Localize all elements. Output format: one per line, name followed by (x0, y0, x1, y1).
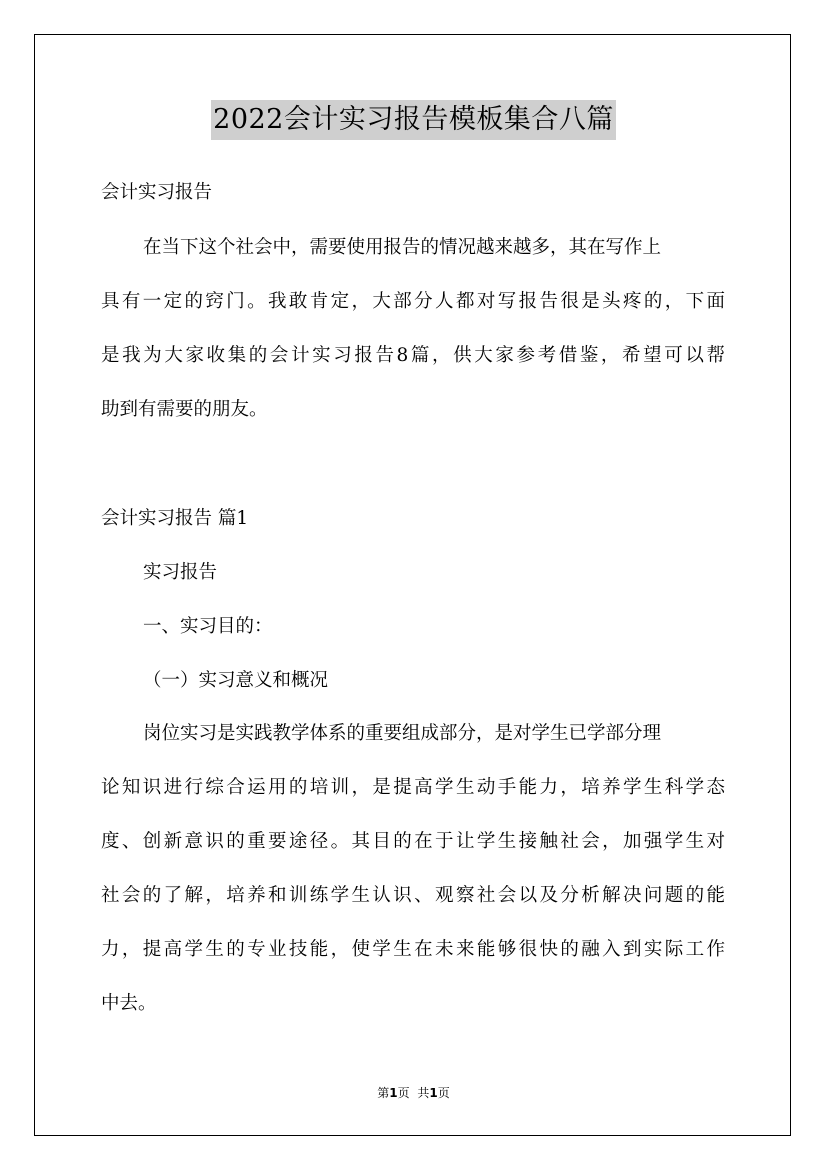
intro-line-1: 在当下这个社会中，需要使用报告的情况越来越多，其在写作上 (143, 237, 662, 258)
document-heading: 会计实习报告 (101, 182, 213, 203)
body-line-4: 社会的了解，培养和训练学生认识、观察社会以及分析解决问题的能 (101, 885, 725, 906)
page-prefix: 第 (377, 1086, 390, 1100)
sub-heading: 实习报告 (143, 562, 218, 583)
total-prefix: 共 (417, 1086, 430, 1100)
body-line-5: 力，提高学生的专业技能，使学生在未来能够很快的融入到实际工作 (101, 939, 725, 960)
item-heading: 一、实习目的： (143, 616, 273, 637)
title-container (0, 100, 827, 140)
sub-item-heading: （一）实习意义和概况 (143, 670, 329, 691)
intro-line-4: 助到有需要的朋友。 (101, 399, 268, 420)
body-line-3: 度、创新意识的重要途径。其目的在于让学生接触社会，加强学生对 (101, 831, 725, 852)
body-line-1: 岗位实习是实践教学体系的重要组成部分，是对学生已学部分理 (143, 723, 662, 744)
intro-line-3: 是我为大家收集的会计实习报告8篇，供大家参考借鉴，希望可以帮 (101, 345, 725, 366)
page-number: 1 (389, 1086, 398, 1100)
total-pages: 1 (429, 1086, 438, 1100)
section-heading: 会计实习报告 篇1 (101, 508, 249, 529)
intro-line-2: 具有一定的窍门。我敢肯定，大部分人都对写报告很是头疼的，下面 (101, 291, 725, 312)
document-title: 2022会计实习报告模板集合八篇 (211, 100, 616, 140)
body-line-2: 论知识进行综合运用的培训，是提高学生动手能力，培养学生科学态 (101, 777, 725, 798)
page-suffix: 页 (397, 1086, 410, 1100)
total-suffix: 页 (437, 1086, 450, 1100)
body-line-6: 中去。 (101, 993, 157, 1014)
page-footer (0, 1084, 827, 1101)
